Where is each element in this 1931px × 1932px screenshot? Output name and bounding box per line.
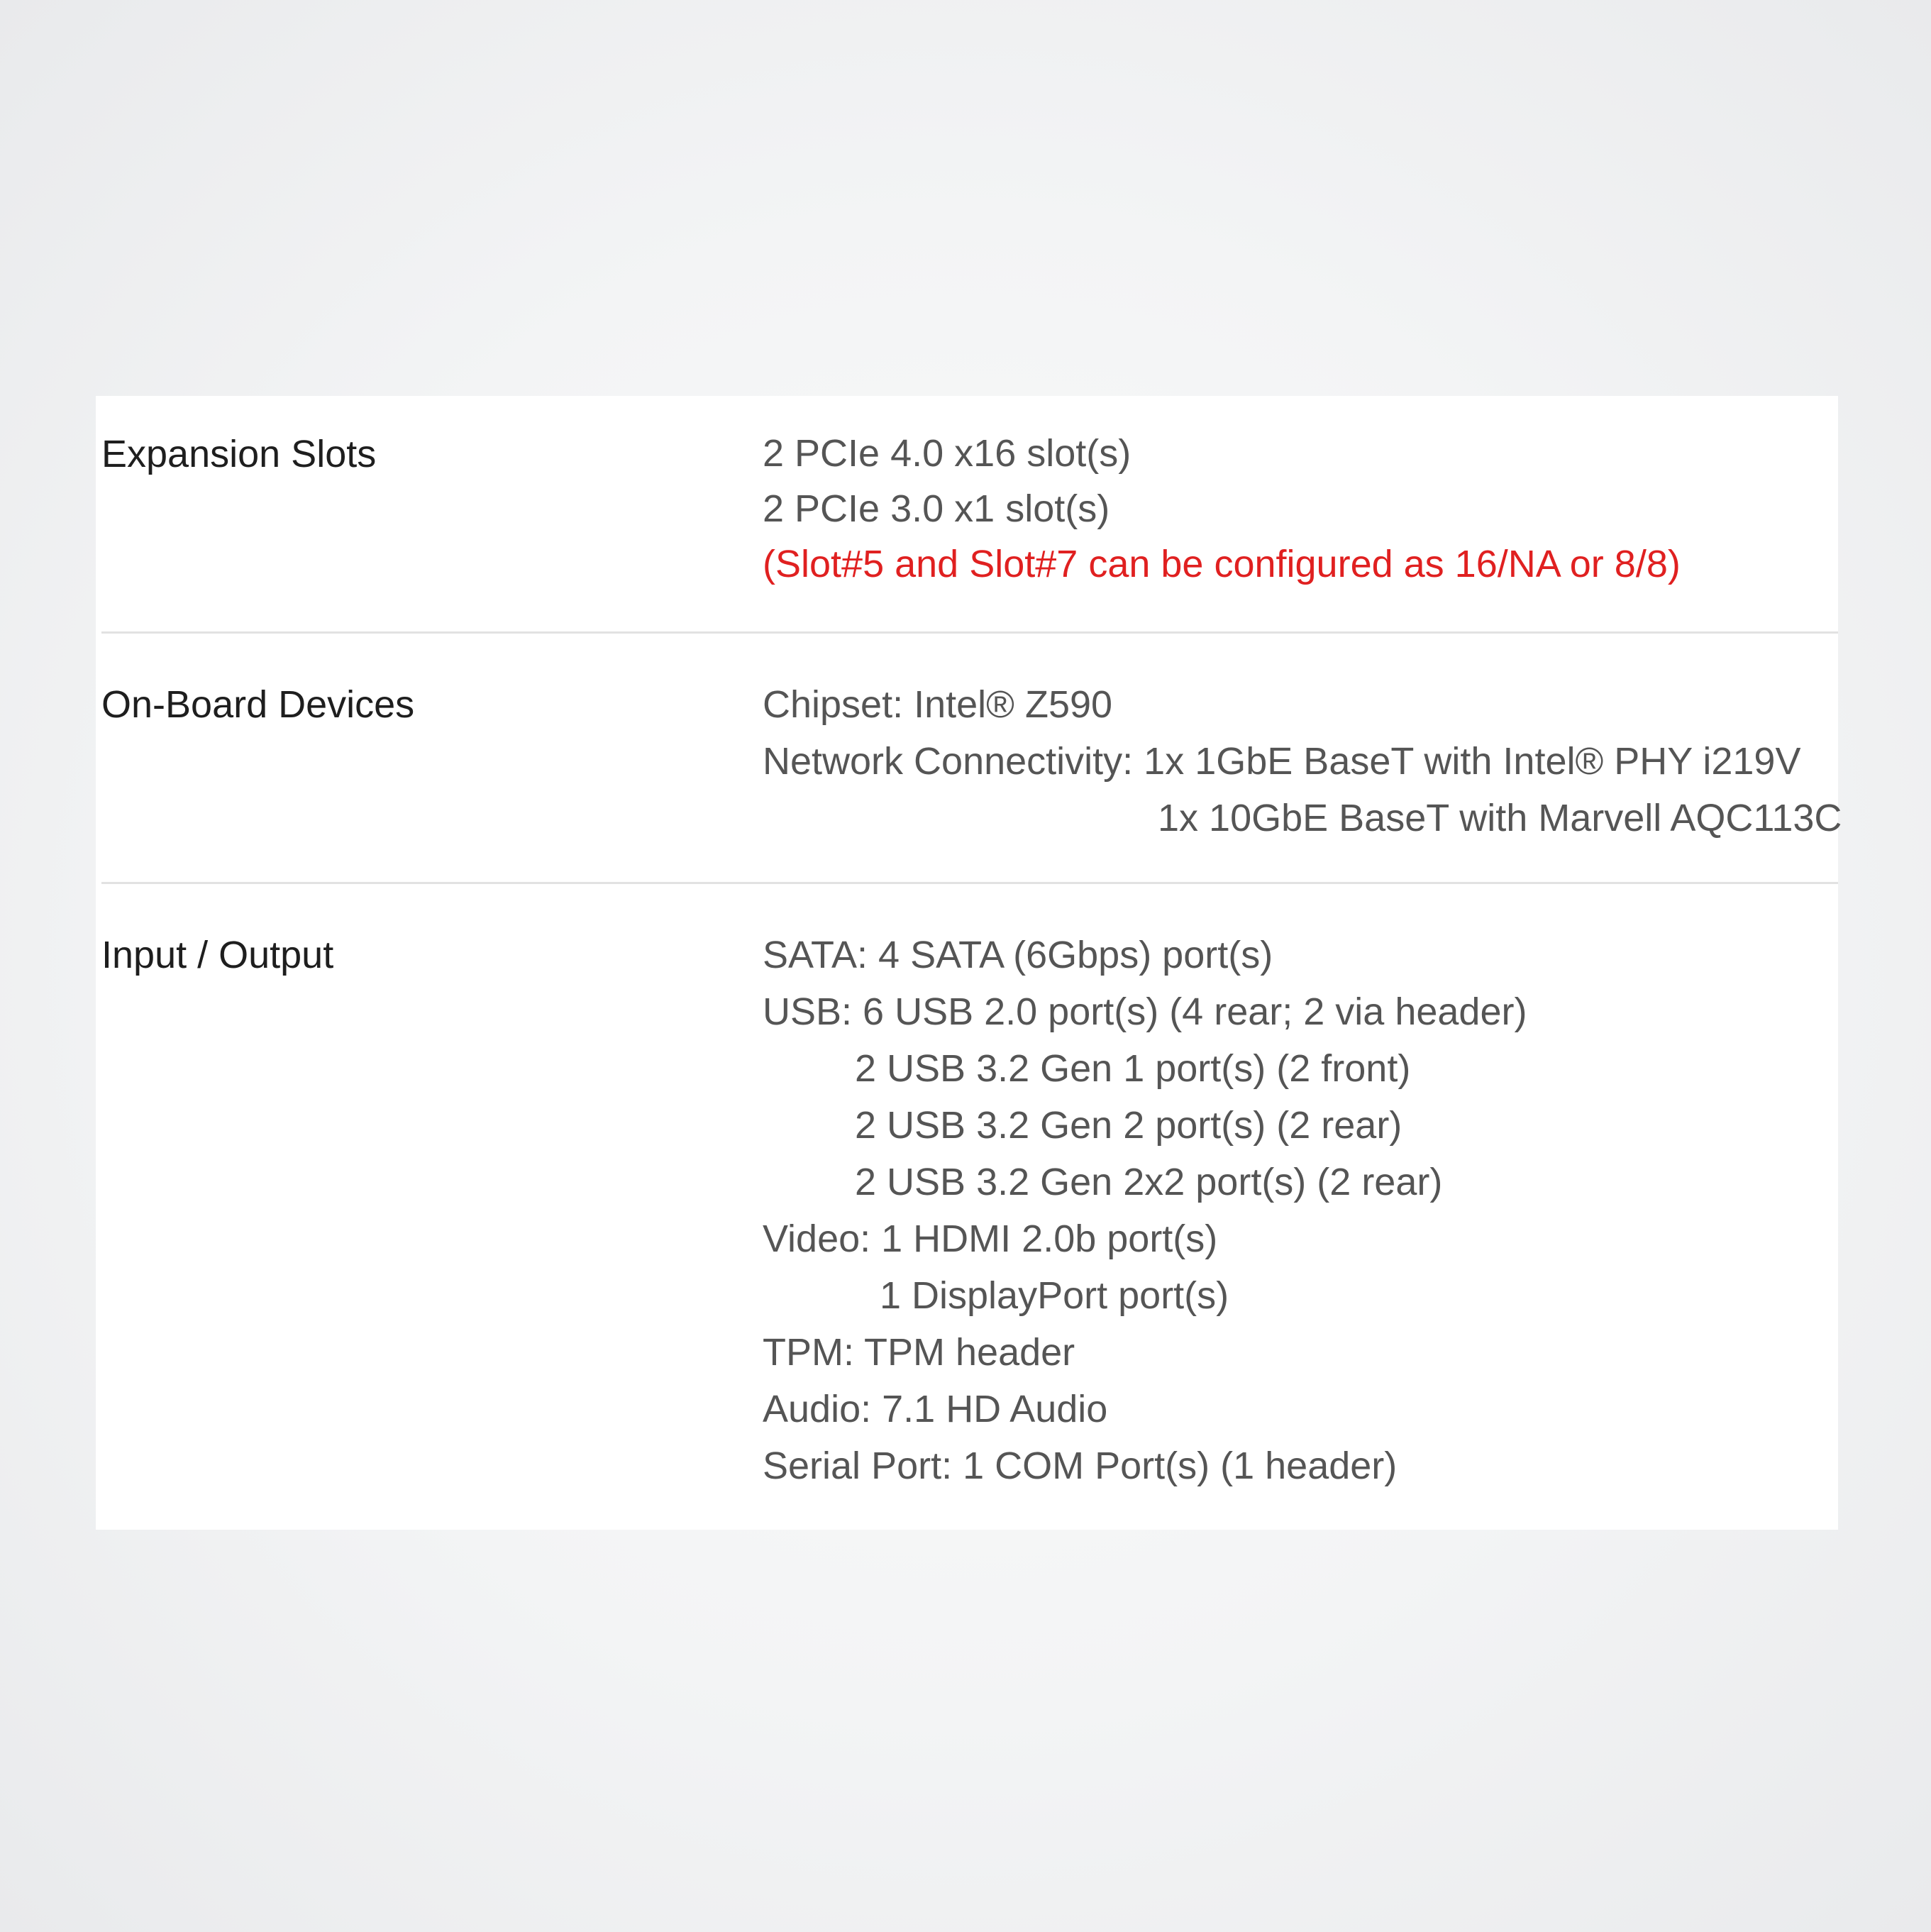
- spec-note: (Slot#5 and Slot#7 can be configured as 16/NA or 8/8): [763, 543, 1681, 585]
- spec-value: 2 USB 3.2 Gen 2 port(s) (2 rear): [855, 1104, 1402, 1147]
- spec-value: USB: 6 USB 2.0 port(s) (4 rear; 2 via header): [763, 990, 1527, 1033]
- spec-row-input-output: [101, 883, 1838, 1530]
- spec-value: TPM: TPM header: [763, 1331, 1075, 1374]
- spec-value: 2 USB 3.2 Gen 1 port(s) (2 front): [855, 1047, 1411, 1090]
- spec-value: 1 DisplayPort port(s): [880, 1274, 1229, 1317]
- spec-values: [763, 927, 1527, 1494]
- spec-value: Network Connectivity: 1x 1GbE BaseT with Intel® PHY i219V: [763, 740, 1801, 783]
- spec-row-on-board-devices: [101, 632, 1842, 883]
- spec-value: 2 PCIe 3.0 x1 slot(s): [763, 487, 1110, 530]
- spec-table: [96, 396, 1842, 1530]
- spec-value: Audio: 7.1 HD Audio: [763, 1388, 1108, 1430]
- spec-values: [763, 426, 1681, 592]
- spec-values: [763, 676, 1842, 846]
- spec-value: Chipset: Intel® Z590: [763, 683, 1113, 726]
- spec-label: Expansion Slots: [101, 433, 377, 475]
- spec-row-expansion-slots: [101, 396, 1838, 632]
- spec-value: 2 PCIe 4.0 x16 slot(s): [763, 432, 1132, 475]
- spec-value: 1x 10GbE BaseT with Marvell AQC113C: [1158, 797, 1842, 839]
- spec-value: Video: 1 HDMI 2.0b port(s): [763, 1218, 1218, 1260]
- spec-label: On-Board Devices: [101, 683, 415, 726]
- spec-value: 2 USB 3.2 Gen 2x2 port(s) (2 rear): [855, 1161, 1443, 1203]
- spec-label: Input / Output: [101, 934, 334, 976]
- spec-value: SATA: 4 SATA (6Gbps) port(s): [763, 934, 1273, 976]
- spec-value: Serial Port: 1 COM Port(s) (1 header): [763, 1445, 1398, 1487]
